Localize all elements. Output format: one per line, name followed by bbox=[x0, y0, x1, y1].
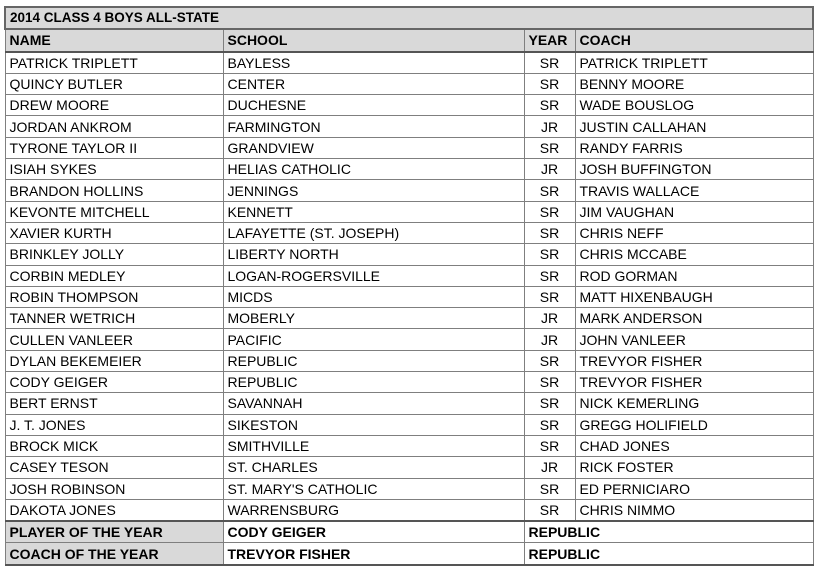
table-row bbox=[5, 244, 813, 265]
player-school: MICDS bbox=[223, 286, 524, 307]
player-school: LOGAN-ROGERSVILLE bbox=[223, 265, 524, 286]
player-name: JORDAN ANKROM bbox=[5, 116, 223, 137]
player-year: SR bbox=[524, 137, 575, 158]
player-coach: TRAVIS WALLACE bbox=[575, 180, 813, 201]
player-coach: CHRIS MCCABE bbox=[575, 244, 813, 265]
table-row bbox=[5, 95, 813, 116]
player-year: JR bbox=[524, 329, 575, 350]
player-year: SR bbox=[524, 286, 575, 307]
column-header-coach: COACH bbox=[575, 29, 813, 51]
award-school: REPUBLIC bbox=[524, 521, 813, 543]
award-school: REPUBLIC bbox=[524, 543, 813, 565]
player-year: SR bbox=[524, 222, 575, 243]
player-year: SR bbox=[524, 95, 575, 116]
player-school: REPUBLIC bbox=[223, 350, 524, 371]
player-coach: MARK ANDERSON bbox=[575, 308, 813, 329]
award-label: PLAYER OF THE YEAR bbox=[5, 521, 223, 543]
player-name: TANNER WETRICH bbox=[5, 308, 223, 329]
player-school: ST. MARY'S CATHOLIC bbox=[223, 478, 524, 499]
player-school: KENNETT bbox=[223, 201, 524, 222]
player-name: ISIAH SYKES bbox=[5, 159, 223, 180]
player-coach: RICK FOSTER bbox=[575, 457, 813, 478]
player-name: CORBIN MEDLEY bbox=[5, 265, 223, 286]
table-row bbox=[5, 414, 813, 435]
table-row bbox=[5, 180, 813, 201]
player-coach: ROD GORMAN bbox=[575, 265, 813, 286]
table-row bbox=[5, 308, 813, 329]
player-coach: CHRIS NIMMO bbox=[575, 499, 813, 521]
table-row bbox=[5, 52, 813, 74]
player-school: REPUBLIC bbox=[223, 372, 524, 393]
table-title-row bbox=[5, 7, 813, 29]
table-row bbox=[5, 329, 813, 350]
player-coach: TREVYOR FISHER bbox=[575, 372, 813, 393]
column-header-name: NAME bbox=[5, 29, 223, 51]
all-state-table bbox=[4, 6, 814, 566]
player-name: DREW MOORE bbox=[5, 95, 223, 116]
award-winner: TREVYOR FISHER bbox=[223, 543, 524, 565]
player-coach: MATT HIXENBAUGH bbox=[575, 286, 813, 307]
player-coach: JIM VAUGHAN bbox=[575, 201, 813, 222]
award-row bbox=[5, 543, 813, 565]
player-year: SR bbox=[524, 435, 575, 456]
player-year: SR bbox=[524, 350, 575, 371]
table-row bbox=[5, 116, 813, 137]
player-coach: RANDY FARRIS bbox=[575, 137, 813, 158]
player-school: LIBERTY NORTH bbox=[223, 244, 524, 265]
player-school: WARRENSBURG bbox=[223, 499, 524, 521]
table-row bbox=[5, 73, 813, 94]
player-name: ROBIN THOMPSON bbox=[5, 286, 223, 307]
player-year: JR bbox=[524, 116, 575, 137]
player-school: GRANDVIEW bbox=[223, 137, 524, 158]
player-school: ST. CHARLES bbox=[223, 457, 524, 478]
player-coach: TREVYOR FISHER bbox=[575, 350, 813, 371]
player-coach: GREGG HOLIFIELD bbox=[575, 414, 813, 435]
table-row bbox=[5, 499, 813, 521]
player-coach: CHAD JONES bbox=[575, 435, 813, 456]
column-header-year: YEAR bbox=[524, 29, 575, 51]
player-coach: NICK KEMERLING bbox=[575, 393, 813, 414]
table-row bbox=[5, 265, 813, 286]
player-school: BAYLESS bbox=[223, 52, 524, 74]
player-name: CODY GEIGER bbox=[5, 372, 223, 393]
column-header-school: SCHOOL bbox=[223, 29, 524, 51]
player-name: J. T. JONES bbox=[5, 414, 223, 435]
player-year: JR bbox=[524, 159, 575, 180]
player-name: TYRONE TAYLOR II bbox=[5, 137, 223, 158]
player-coach: JOSH BUFFINGTON bbox=[575, 159, 813, 180]
player-coach: CHRIS NEFF bbox=[575, 222, 813, 243]
player-coach: WADE BOUSLOG bbox=[575, 95, 813, 116]
player-name: BROCK MICK bbox=[5, 435, 223, 456]
player-year: SR bbox=[524, 372, 575, 393]
player-name: KEVONTE MITCHELL bbox=[5, 201, 223, 222]
player-name: DAKOTA JONES bbox=[5, 499, 223, 521]
table-row bbox=[5, 435, 813, 456]
player-name: CASEY TESON bbox=[5, 457, 223, 478]
player-school: FARMINGTON bbox=[223, 116, 524, 137]
player-school: LAFAYETTE (ST. JOSEPH) bbox=[223, 222, 524, 243]
player-coach: BENNY MOORE bbox=[575, 73, 813, 94]
table-row bbox=[5, 201, 813, 222]
player-year: SR bbox=[524, 73, 575, 94]
table-row bbox=[5, 478, 813, 499]
player-school: MOBERLY bbox=[223, 308, 524, 329]
table-row bbox=[5, 393, 813, 414]
player-year: SR bbox=[524, 201, 575, 222]
player-year: SR bbox=[524, 414, 575, 435]
table-row bbox=[5, 350, 813, 371]
player-coach: PATRICK TRIPLETT bbox=[575, 52, 813, 74]
player-school: SMITHVILLE bbox=[223, 435, 524, 456]
player-year: SR bbox=[524, 499, 575, 521]
player-name: PATRICK TRIPLETT bbox=[5, 52, 223, 74]
player-school: CENTER bbox=[223, 73, 524, 94]
player-school: SAVANNAH bbox=[223, 393, 524, 414]
player-name: QUINCY BUTLER bbox=[5, 73, 223, 94]
player-name: BERT ERNST bbox=[5, 393, 223, 414]
player-name: XAVIER KURTH bbox=[5, 222, 223, 243]
player-year: SR bbox=[524, 265, 575, 286]
player-year: SR bbox=[524, 180, 575, 201]
table-row bbox=[5, 286, 813, 307]
player-year: SR bbox=[524, 52, 575, 74]
player-school: PACIFIC bbox=[223, 329, 524, 350]
award-winner: CODY GEIGER bbox=[223, 521, 524, 543]
player-year: JR bbox=[524, 308, 575, 329]
player-school: DUCHESNE bbox=[223, 95, 524, 116]
table-row bbox=[5, 457, 813, 478]
player-school: HELIAS CATHOLIC bbox=[223, 159, 524, 180]
player-school: JENNINGS bbox=[223, 180, 524, 201]
player-name: JOSH ROBINSON bbox=[5, 478, 223, 499]
player-name: CULLEN VANLEER bbox=[5, 329, 223, 350]
player-school: SIKESTON bbox=[223, 414, 524, 435]
table-row bbox=[5, 159, 813, 180]
award-row bbox=[5, 521, 813, 543]
table-row bbox=[5, 222, 813, 243]
player-coach: ED PERNICIARO bbox=[575, 478, 813, 499]
table-row bbox=[5, 137, 813, 158]
player-coach: JUSTIN CALLAHAN bbox=[575, 116, 813, 137]
player-year: SR bbox=[524, 478, 575, 499]
player-name: DYLAN BEKEMEIER bbox=[5, 350, 223, 371]
player-year: SR bbox=[524, 244, 575, 265]
table-title: 2014 CLASS 4 BOYS ALL-STATE bbox=[5, 7, 813, 29]
player-year: JR bbox=[524, 457, 575, 478]
table-row bbox=[5, 372, 813, 393]
player-year: SR bbox=[524, 393, 575, 414]
header-row bbox=[5, 29, 813, 51]
player-coach: JOHN VANLEER bbox=[575, 329, 813, 350]
player-name: BRANDON HOLLINS bbox=[5, 180, 223, 201]
player-name: BRINKLEY JOLLY bbox=[5, 244, 223, 265]
award-label: COACH OF THE YEAR bbox=[5, 543, 223, 565]
